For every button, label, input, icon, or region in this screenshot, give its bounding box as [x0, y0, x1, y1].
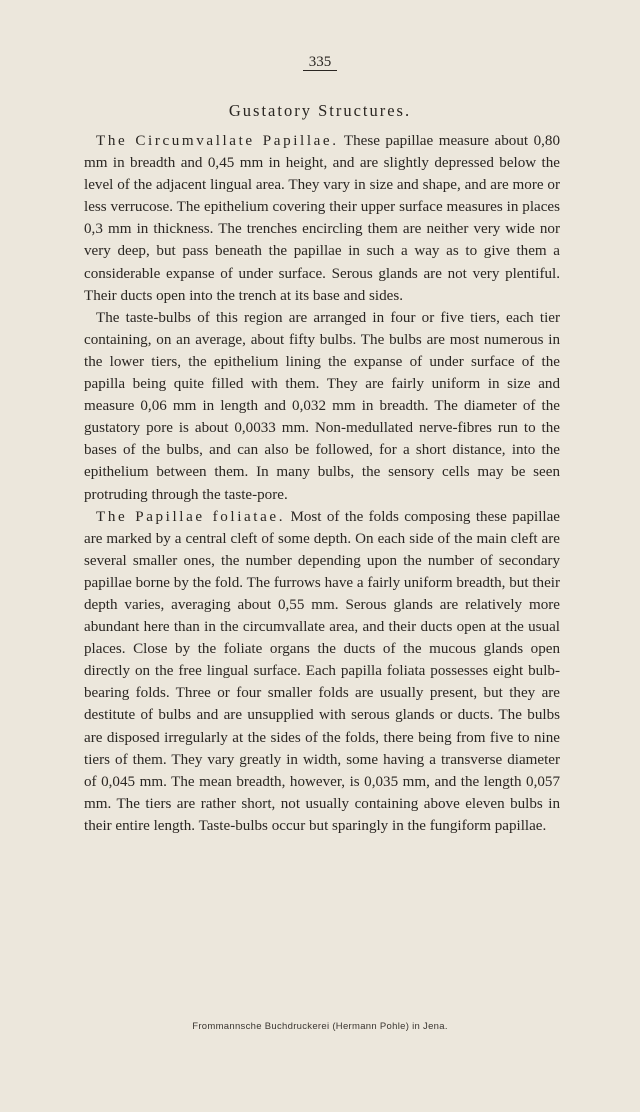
paragraph-taste-bulbs	[84, 307, 560, 506]
subheading-foliatae: The Papillae foliatae.	[96, 508, 286, 525]
paragraph-text: These papillae measure about 0,80 mm in breadth and 0,45 mm in height, and are slightly depressed below the level of the adjacent lingual area. They vary in size and shape, and are more or less verrucose. The epithelium covering their upper surface measures in places 0,3 mm in thickness. The trenches encircling them are neither very wide nor very deep, but pass beneath the papillae in such a way as to give them a considerable expanse of under surface. Serous glands are not very plentiful. Their ducts open into the trench at its base and sides.	[84, 133, 560, 304]
body-text	[84, 130, 560, 837]
section-title: Gustatory Structures.	[228, 101, 412, 120]
paragraph-text: Most of the folds composing these papillae are marked by a central cleft of some depth. On each side of the main cleft are several smaller ones, the number depending upon the number of secondary papillae borne by the fold. The furrows have a fairly uniform breadth, but their depth varies, averaging about 0,55 mm. Serous glands are relatively more abundant here than in the circumvallate area, and their ducts open at the usual places. Close by the foliate organs the ducts of the mucous glands open directly on the free lingual surface. Each papilla foliata possesses eight bulb-bearing folds. Three or four smaller folds are usually present, but they are destitute of bulbs and are unsupplied with serous glands or ducts. The bulbs are disposed irregularly at the sides of the folds, there being from five to nine tiers of them. They vary greatly in width, some having a transverse diameter of 0,045 mm. The mean breadth, however, is 0,035 mm, and the length 0,057 mm. The tiers are rather short, not usually containing above eleven bulbs in their entire length. Taste-bulbs occur but sparingly in the fungiform papillae.	[84, 508, 560, 834]
page-number	[0, 52, 640, 72]
paragraph-foliatae	[84, 506, 560, 837]
paragraph-circumvallate	[84, 130, 560, 307]
page-number-text: 335	[303, 54, 338, 71]
printer-imprint: Frommannsche Buchdruckerei (Hermann Pohle) in Jena.	[192, 1021, 448, 1032]
paragraph-text: The taste-bulbs of this region are arranged in four or five tiers, each tier containing, on an average, about fifty bulbs. The bulbs are most numerous in the lower tiers, the epithelium lining the expanse of under surface of the papilla being quite filled with them. They are fairly uniform in size and measure 0,06 mm in length and 0,032 mm in breadth. The diameter of the gustatory pore is about 0,0033 mm. Non-medullated nerve-fibres run to the bases of the bulbs, and can also be followed, for a short distance, into the epithelium between them. In many bulbs, the sensory cells may be seen protruding through the taste-pore.	[84, 309, 560, 503]
subheading-circumvallate: The Circumvallate Papillae.	[96, 133, 339, 149]
